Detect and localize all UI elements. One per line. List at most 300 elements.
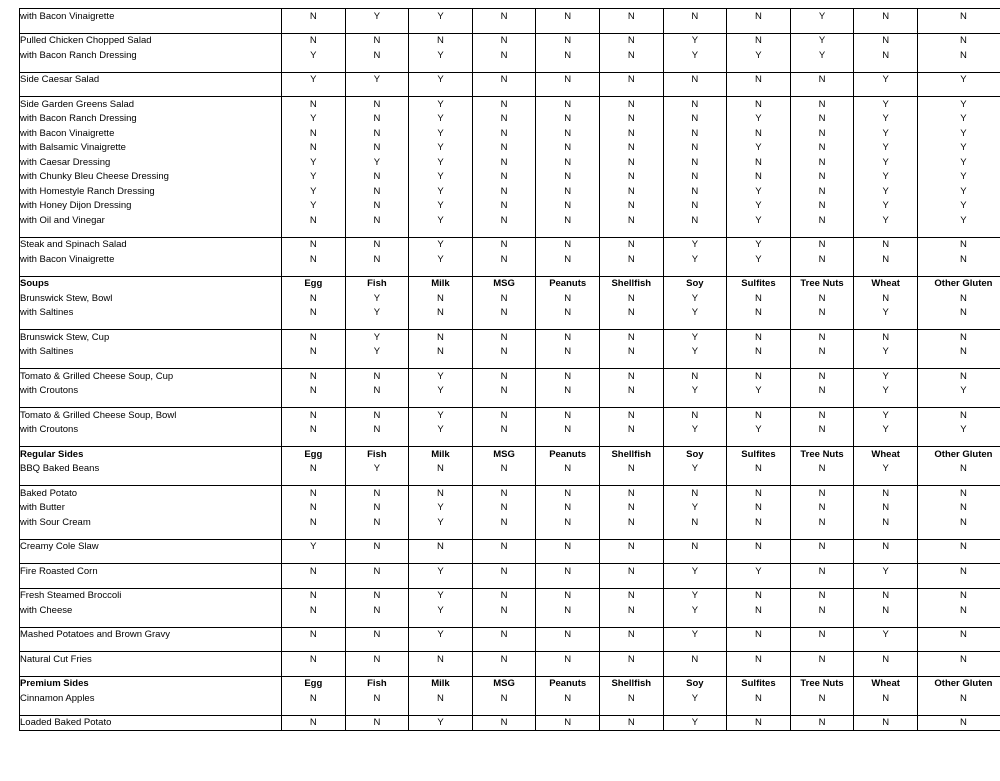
- spacer-cell: [663, 476, 727, 486]
- allergen-value-cell: Y: [345, 345, 409, 360]
- allergen-value-cell: Y: [663, 48, 727, 63]
- allergen-value-cell: N: [599, 199, 663, 214]
- spacer-cell: [282, 63, 346, 73]
- table-spacer-row: [20, 618, 1000, 628]
- menu-item-name: Mashed Potatoes and Brown Gravy: [20, 627, 282, 642]
- column-header: MSG: [472, 676, 536, 691]
- allergen-value-cell: N: [409, 462, 473, 477]
- menu-item-name: with Butter: [20, 501, 282, 516]
- spacer-cell: [854, 87, 918, 97]
- allergen-value-cell: Y: [854, 97, 918, 112]
- spacer-cell: [409, 530, 473, 540]
- table-spacer-row: [20, 579, 1000, 589]
- spacer-cell: [854, 642, 918, 652]
- allergen-value-cell: N: [790, 588, 854, 603]
- allergen-value-cell: N: [599, 112, 663, 127]
- spacer-cell: [282, 706, 346, 716]
- menu-item-name: with Bacon Vinaigrette: [20, 252, 282, 267]
- allergen-value-cell: N: [917, 715, 1000, 731]
- spacer-cell: [790, 228, 854, 238]
- spacer-cell: [917, 618, 1000, 628]
- table-row: [20, 9, 1000, 24]
- allergen-value-cell: Y: [917, 155, 1000, 170]
- spacer-cell: [472, 554, 536, 564]
- allergen-value-cell: N: [790, 155, 854, 170]
- allergen-value-cell: Y: [663, 33, 727, 48]
- allergen-value-cell: N: [917, 237, 1000, 252]
- allergen-value-cell: N: [472, 48, 536, 63]
- table-row: [20, 408, 1000, 423]
- allergen-value-cell: N: [599, 306, 663, 321]
- allergen-value-cell: N: [599, 213, 663, 228]
- allergen-value-cell: N: [663, 408, 727, 423]
- spacer-cell: [917, 63, 1000, 73]
- spacer-cell: [536, 706, 600, 716]
- table-spacer-row: [20, 667, 1000, 677]
- table-row: [20, 603, 1000, 618]
- allergen-value-cell: N: [917, 408, 1000, 423]
- allergen-table: [19, 8, 1000, 731]
- allergen-value-cell: Y: [345, 9, 409, 24]
- spacer-cell: [790, 618, 854, 628]
- allergen-value-cell: Y: [917, 112, 1000, 127]
- allergen-value-cell: N: [599, 291, 663, 306]
- spacer-cell: [854, 579, 918, 589]
- allergen-value-cell: N: [282, 97, 346, 112]
- allergen-value-cell: N: [790, 369, 854, 384]
- allergen-value-cell: N: [345, 170, 409, 185]
- spacer-cell: [282, 359, 346, 369]
- allergen-value-cell: N: [282, 652, 346, 667]
- allergen-value-cell: N: [854, 252, 918, 267]
- allergen-value-cell: Y: [727, 184, 791, 199]
- allergen-value-cell: N: [790, 539, 854, 554]
- allergen-value-cell: Y: [409, 199, 473, 214]
- allergen-value-cell: N: [536, 691, 600, 706]
- allergen-value-cell: N: [345, 408, 409, 423]
- spacer-cell: [663, 359, 727, 369]
- allergen-value-cell: N: [917, 291, 1000, 306]
- allergen-value-cell: N: [790, 170, 854, 185]
- section-title: Premium Sides: [20, 676, 282, 691]
- allergen-value-cell: Y: [282, 48, 346, 63]
- spacer-cell: [599, 320, 663, 330]
- spacer-cell: [409, 554, 473, 564]
- spacer-cell: [854, 530, 918, 540]
- allergen-value-cell: N: [917, 252, 1000, 267]
- allergen-value-cell: Y: [409, 72, 473, 87]
- allergen-value-cell: Y: [663, 501, 727, 516]
- allergen-value-cell: N: [790, 564, 854, 579]
- allergen-value-cell: N: [663, 155, 727, 170]
- spacer-cell: [20, 554, 282, 564]
- allergen-value-cell: N: [727, 170, 791, 185]
- allergen-value-cell: Y: [727, 199, 791, 214]
- allergen-value-cell: N: [536, 715, 600, 731]
- allergen-value-cell: Y: [917, 184, 1000, 199]
- allergen-value-cell: N: [727, 462, 791, 477]
- spacer-cell: [917, 530, 1000, 540]
- allergen-value-cell: N: [472, 627, 536, 642]
- table-row: [20, 423, 1000, 438]
- spacer-cell: [472, 359, 536, 369]
- menu-item-name: Pulled Chicken Chopped Salad: [20, 33, 282, 48]
- allergen-value-cell: N: [599, 97, 663, 112]
- spacer-cell: [536, 579, 600, 589]
- allergen-value-cell: N: [536, 291, 600, 306]
- table-spacer-row: [20, 530, 1000, 540]
- spacer-cell: [536, 398, 600, 408]
- allergen-value-cell: N: [790, 306, 854, 321]
- allergen-value-cell: N: [663, 97, 727, 112]
- allergen-value-cell: N: [790, 199, 854, 214]
- allergen-value-cell: Y: [663, 384, 727, 399]
- spacer-cell: [345, 359, 409, 369]
- allergen-value-cell: N: [663, 72, 727, 87]
- spacer-cell: [599, 359, 663, 369]
- spacer-cell: [472, 63, 536, 73]
- spacer-cell: [854, 228, 918, 238]
- allergen-value-cell: N: [345, 252, 409, 267]
- allergen-value-cell: Y: [409, 9, 473, 24]
- allergen-value-cell: N: [472, 170, 536, 185]
- spacer-cell: [282, 267, 346, 277]
- allergen-value-cell: N: [345, 184, 409, 199]
- allergen-value-cell: N: [472, 564, 536, 579]
- spacer-cell: [536, 359, 600, 369]
- allergen-value-cell: N: [599, 652, 663, 667]
- spacer-cell: [536, 642, 600, 652]
- table-row: [20, 112, 1000, 127]
- allergen-value-cell: N: [727, 306, 791, 321]
- spacer-cell: [536, 476, 600, 486]
- allergen-value-cell: N: [854, 486, 918, 501]
- table-section-header-row: [20, 447, 1000, 462]
- allergen-value-cell: N: [727, 330, 791, 345]
- spacer-cell: [20, 476, 282, 486]
- table-row: [20, 486, 1000, 501]
- allergen-value-cell: N: [472, 97, 536, 112]
- spacer-cell: [20, 87, 282, 97]
- spacer-cell: [727, 398, 791, 408]
- allergen-value-cell: N: [282, 588, 346, 603]
- allergen-value-cell: N: [599, 691, 663, 706]
- allergen-value-cell: N: [599, 603, 663, 618]
- table-spacer-row: [20, 706, 1000, 716]
- allergen-value-cell: N: [282, 330, 346, 345]
- allergen-value-cell: N: [599, 408, 663, 423]
- table-row: [20, 515, 1000, 530]
- spacer-cell: [536, 554, 600, 564]
- allergen-value-cell: Y: [663, 462, 727, 477]
- column-header: Peanuts: [536, 276, 600, 291]
- allergen-value-cell: N: [599, 155, 663, 170]
- allergen-value-cell: N: [854, 515, 918, 530]
- column-header: Milk: [409, 676, 473, 691]
- spacer-cell: [345, 87, 409, 97]
- allergen-value-cell: N: [536, 462, 600, 477]
- spacer-cell: [790, 530, 854, 540]
- spacer-cell: [854, 706, 918, 716]
- column-header: Shellfish: [599, 276, 663, 291]
- spacer-cell: [790, 63, 854, 73]
- allergen-value-cell: Y: [854, 408, 918, 423]
- menu-item-name: Tomato & Grilled Cheese Soup, Bowl: [20, 408, 282, 423]
- section-title: Regular Sides: [20, 447, 282, 462]
- spacer-cell: [536, 63, 600, 73]
- allergen-value-cell: N: [282, 345, 346, 360]
- column-header: Tree Nuts: [790, 276, 854, 291]
- allergen-value-cell: Y: [345, 330, 409, 345]
- table-row: [20, 252, 1000, 267]
- allergen-value-cell: N: [345, 715, 409, 731]
- spacer-cell: [599, 437, 663, 447]
- allergen-value-cell: N: [409, 330, 473, 345]
- column-header: Egg: [282, 676, 346, 691]
- allergen-value-cell: N: [472, 588, 536, 603]
- column-header: Fish: [345, 276, 409, 291]
- allergen-value-cell: N: [536, 141, 600, 156]
- allergen-value-cell: N: [727, 588, 791, 603]
- menu-item-name: Side Garden Greens Salad: [20, 97, 282, 112]
- allergen-value-cell: N: [536, 170, 600, 185]
- column-header: Sulfites: [727, 447, 791, 462]
- allergen-value-cell: N: [472, 462, 536, 477]
- allergen-value-cell: N: [663, 141, 727, 156]
- menu-item-name: Side Caesar Salad: [20, 72, 282, 87]
- table-section-header-row: [20, 276, 1000, 291]
- allergen-value-cell: N: [599, 423, 663, 438]
- spacer-cell: [917, 267, 1000, 277]
- allergen-value-cell: Y: [854, 462, 918, 477]
- spacer-cell: [20, 530, 282, 540]
- spacer-cell: [20, 228, 282, 238]
- allergen-value-cell: Y: [663, 691, 727, 706]
- allergen-value-cell: N: [790, 462, 854, 477]
- table-row: [20, 72, 1000, 87]
- allergen-value-cell: N: [727, 691, 791, 706]
- allergen-value-cell: N: [472, 691, 536, 706]
- spacer-cell: [854, 437, 918, 447]
- spacer-cell: [854, 618, 918, 628]
- allergen-value-cell: Y: [854, 72, 918, 87]
- allergen-value-cell: N: [345, 213, 409, 228]
- allergen-value-cell: N: [345, 33, 409, 48]
- allergen-value-cell: Y: [282, 72, 346, 87]
- spacer-cell: [727, 618, 791, 628]
- allergen-value-cell: N: [727, 501, 791, 516]
- spacer-cell: [409, 706, 473, 716]
- allergen-value-cell: N: [472, 603, 536, 618]
- spacer-cell: [790, 579, 854, 589]
- allergen-value-cell: N: [790, 252, 854, 267]
- table-row: [20, 184, 1000, 199]
- allergen-value-cell: Y: [409, 184, 473, 199]
- allergen-value-cell: Y: [854, 384, 918, 399]
- spacer-cell: [20, 667, 282, 677]
- allergen-value-cell: Y: [409, 213, 473, 228]
- table-row: [20, 330, 1000, 345]
- table-row: [20, 588, 1000, 603]
- column-header: Wheat: [854, 276, 918, 291]
- allergen-value-cell: N: [282, 501, 346, 516]
- menu-item-name: with Balsamic Vinaigrette: [20, 141, 282, 156]
- spacer-cell: [345, 579, 409, 589]
- spacer-cell: [409, 476, 473, 486]
- spacer-cell: [345, 554, 409, 564]
- column-header: Wheat: [854, 676, 918, 691]
- allergen-value-cell: N: [282, 384, 346, 399]
- spacer-cell: [917, 642, 1000, 652]
- allergen-value-cell: N: [345, 237, 409, 252]
- spacer-cell: [536, 87, 600, 97]
- spacer-cell: [599, 398, 663, 408]
- table-row: [20, 306, 1000, 321]
- allergen-value-cell: N: [917, 486, 1000, 501]
- spacer-cell: [282, 228, 346, 238]
- allergen-value-cell: Y: [727, 423, 791, 438]
- allergen-value-cell: N: [917, 691, 1000, 706]
- spacer-cell: [854, 320, 918, 330]
- allergen-value-cell: Y: [409, 112, 473, 127]
- spacer-cell: [282, 618, 346, 628]
- spacer-cell: [599, 554, 663, 564]
- spacer-cell: [663, 87, 727, 97]
- allergen-value-cell: Y: [854, 369, 918, 384]
- allergen-value-cell: N: [790, 213, 854, 228]
- spacer-cell: [917, 87, 1000, 97]
- spacer-cell: [599, 87, 663, 97]
- allergen-value-cell: N: [663, 515, 727, 530]
- allergen-value-cell: N: [663, 539, 727, 554]
- table-spacer-row: [20, 554, 1000, 564]
- allergen-value-cell: N: [790, 715, 854, 731]
- spacer-cell: [727, 706, 791, 716]
- spacer-cell: [917, 579, 1000, 589]
- spacer-cell: [663, 267, 727, 277]
- allergen-value-cell: N: [790, 423, 854, 438]
- allergen-value-cell: N: [282, 9, 346, 24]
- table-spacer-row: [20, 476, 1000, 486]
- allergen-value-cell: N: [790, 184, 854, 199]
- allergen-value-cell: Y: [917, 72, 1000, 87]
- allergen-value-cell: N: [472, 408, 536, 423]
- allergen-value-cell: Y: [854, 564, 918, 579]
- column-header: Wheat: [854, 447, 918, 462]
- allergen-value-cell: N: [536, 627, 600, 642]
- menu-item-name: Steak and Spinach Salad: [20, 237, 282, 252]
- table-row: [20, 627, 1000, 642]
- spacer-cell: [20, 63, 282, 73]
- allergen-value-cell: N: [599, 330, 663, 345]
- allergen-value-cell: N: [599, 9, 663, 24]
- allergen-value-cell: N: [790, 652, 854, 667]
- spacer-cell: [663, 228, 727, 238]
- allergen-value-cell: N: [345, 588, 409, 603]
- allergen-value-cell: N: [536, 423, 600, 438]
- allergen-value-cell: Y: [854, 112, 918, 127]
- spacer-cell: [20, 359, 282, 369]
- allergen-value-cell: N: [599, 564, 663, 579]
- allergen-value-cell: N: [536, 408, 600, 423]
- allergen-value-cell: N: [663, 170, 727, 185]
- allergen-value-cell: N: [345, 384, 409, 399]
- allergen-value-cell: N: [409, 33, 473, 48]
- column-header: Other Gluten: [917, 676, 1000, 691]
- allergen-value-cell: N: [599, 384, 663, 399]
- allergen-value-cell: Y: [917, 199, 1000, 214]
- allergen-value-cell: N: [282, 715, 346, 731]
- menu-item-name: with Bacon Ranch Dressing: [20, 112, 282, 127]
- allergen-value-cell: Y: [345, 155, 409, 170]
- table-section-header-row: [20, 676, 1000, 691]
- allergen-value-cell: N: [345, 627, 409, 642]
- allergen-value-cell: N: [282, 141, 346, 156]
- allergen-value-cell: N: [345, 423, 409, 438]
- allergen-value-cell: N: [599, 237, 663, 252]
- allergen-value-cell: N: [727, 652, 791, 667]
- allergen-value-cell: Y: [345, 306, 409, 321]
- spacer-cell: [790, 320, 854, 330]
- spacer-cell: [854, 398, 918, 408]
- column-header: Tree Nuts: [790, 676, 854, 691]
- spacer-cell: [790, 359, 854, 369]
- allergen-value-cell: Y: [917, 97, 1000, 112]
- spacer-cell: [345, 476, 409, 486]
- allergen-value-cell: N: [536, 369, 600, 384]
- spacer-cell: [345, 618, 409, 628]
- allergen-value-cell: N: [854, 33, 918, 48]
- allergen-value-cell: N: [409, 486, 473, 501]
- allergen-value-cell: Y: [282, 155, 346, 170]
- allergen-value-cell: Y: [917, 126, 1000, 141]
- spacer-cell: [345, 398, 409, 408]
- allergen-value-cell: N: [917, 306, 1000, 321]
- allergen-value-cell: N: [854, 603, 918, 618]
- column-header: Peanuts: [536, 447, 600, 462]
- allergen-value-cell: N: [917, 9, 1000, 24]
- allergen-value-cell: N: [790, 627, 854, 642]
- allergen-value-cell: Y: [663, 588, 727, 603]
- spacer-cell: [345, 667, 409, 677]
- allergen-value-cell: N: [599, 170, 663, 185]
- allergen-value-cell: N: [282, 486, 346, 501]
- allergen-value-cell: Y: [663, 330, 727, 345]
- table-row: [20, 462, 1000, 477]
- allergen-value-cell: Y: [409, 564, 473, 579]
- column-header: Egg: [282, 447, 346, 462]
- table-spacer-row: [20, 359, 1000, 369]
- allergen-value-cell: N: [536, 213, 600, 228]
- allergen-value-cell: N: [854, 539, 918, 554]
- allergen-value-cell: N: [790, 126, 854, 141]
- spacer-cell: [727, 63, 791, 73]
- spacer-cell: [472, 706, 536, 716]
- table-spacer-row: [20, 320, 1000, 330]
- menu-item-name: Brunswick Stew, Cup: [20, 330, 282, 345]
- spacer-cell: [917, 398, 1000, 408]
- allergen-value-cell: N: [790, 330, 854, 345]
- menu-item-name: with Cheese: [20, 603, 282, 618]
- allergen-value-cell: N: [727, 33, 791, 48]
- allergen-value-cell: Y: [663, 627, 727, 642]
- allergen-value-cell: N: [599, 72, 663, 87]
- column-header: Soy: [663, 676, 727, 691]
- spacer-cell: [345, 320, 409, 330]
- allergen-value-cell: Y: [409, 97, 473, 112]
- allergen-value-cell: Y: [345, 72, 409, 87]
- spacer-cell: [282, 579, 346, 589]
